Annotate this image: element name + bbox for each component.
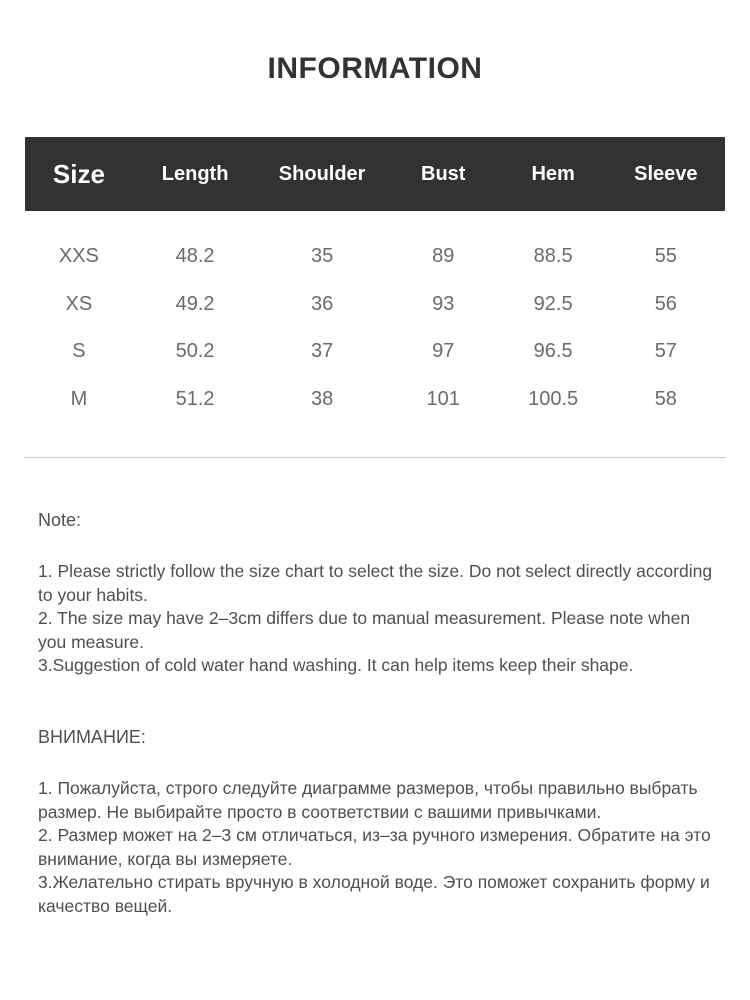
cell-sleeve: 56 — [654, 292, 677, 315]
cell-bust: 93 — [432, 292, 455, 315]
section-divider — [24, 457, 726, 458]
column-header-bust: Bust — [421, 162, 466, 185]
note-list-en — [38, 560, 716, 678]
cell-bust: 97 — [432, 340, 455, 363]
cell-hem: 92.5 — [533, 292, 573, 315]
note-item-ru-3: 3.Желательно стирать вручную в холодной воде. Это поможет сохранить форму и качество вещей. — [38, 872, 710, 916]
cell-shoulder: 36 — [311, 292, 334, 315]
cell-length: 51.2 — [175, 388, 215, 411]
note-item-en-2: 2. The size may have 2–3cm differs due to manual measurement. Please note when you measure. — [38, 608, 691, 652]
cell-length: 50.2 — [175, 340, 215, 363]
note-item-ru-1: 1. Пожалуйста, строго следуйте диаграмме размеров, чтобы правильно выбрать размер. Не выбирайте просто в соответствии с вашими привычками. — [38, 778, 698, 822]
size-chart-header-row — [25, 137, 725, 211]
column-header-sleeve: Sleeve — [634, 162, 698, 185]
table-row-xs — [25, 281, 725, 329]
cell-length: 49.2 — [175, 292, 215, 315]
page-title: INFORMATION — [267, 52, 483, 85]
cell-hem: 100.5 — [528, 388, 579, 411]
note-heading-ru: ВНИМАНИЕ: — [38, 727, 146, 747]
note-item-ru-2: 2. Размер может на 2–3 см отличаться, из–за ручного измерения. Обратите на это внимание, когда вы измеряете. — [38, 825, 711, 869]
column-header-length: Length — [161, 162, 229, 185]
cell-size: XXS — [58, 245, 99, 268]
column-header-shoulder: Shoulder — [278, 162, 366, 185]
cell-length: 48.2 — [175, 245, 215, 268]
cell-shoulder: 37 — [311, 340, 334, 363]
table-row-s — [25, 328, 725, 376]
column-header-hem: Hem — [531, 162, 575, 185]
cell-size: M — [70, 388, 88, 411]
cell-hem: 96.5 — [533, 340, 573, 363]
cell-size: XS — [65, 292, 93, 315]
cell-shoulder: 35 — [311, 245, 334, 268]
note-item-en-3: 3.Suggestion of cold water hand washing. It can help items keep their shape. — [38, 655, 634, 675]
cell-bust: 89 — [432, 245, 455, 268]
column-header-size: Size — [52, 158, 105, 189]
note-item-en-1: 1. Please strictly follow the size chart to select the size. Do not select directly according to your habits. — [38, 561, 713, 605]
size-chart-table — [25, 137, 725, 423]
table-row-m — [25, 376, 725, 424]
cell-sleeve: 57 — [654, 340, 677, 363]
cell-shoulder: 38 — [311, 388, 334, 411]
cell-hem: 88.5 — [533, 245, 573, 268]
cell-bust: 101 — [426, 388, 460, 411]
size-chart-body — [25, 211, 725, 423]
cell-sleeve: 55 — [654, 245, 677, 268]
cell-size: S — [72, 340, 86, 363]
note-list-ru — [38, 777, 716, 918]
cell-sleeve: 58 — [654, 388, 677, 411]
table-row-xxs — [25, 233, 725, 281]
note-heading-en: Note: — [38, 510, 82, 530]
